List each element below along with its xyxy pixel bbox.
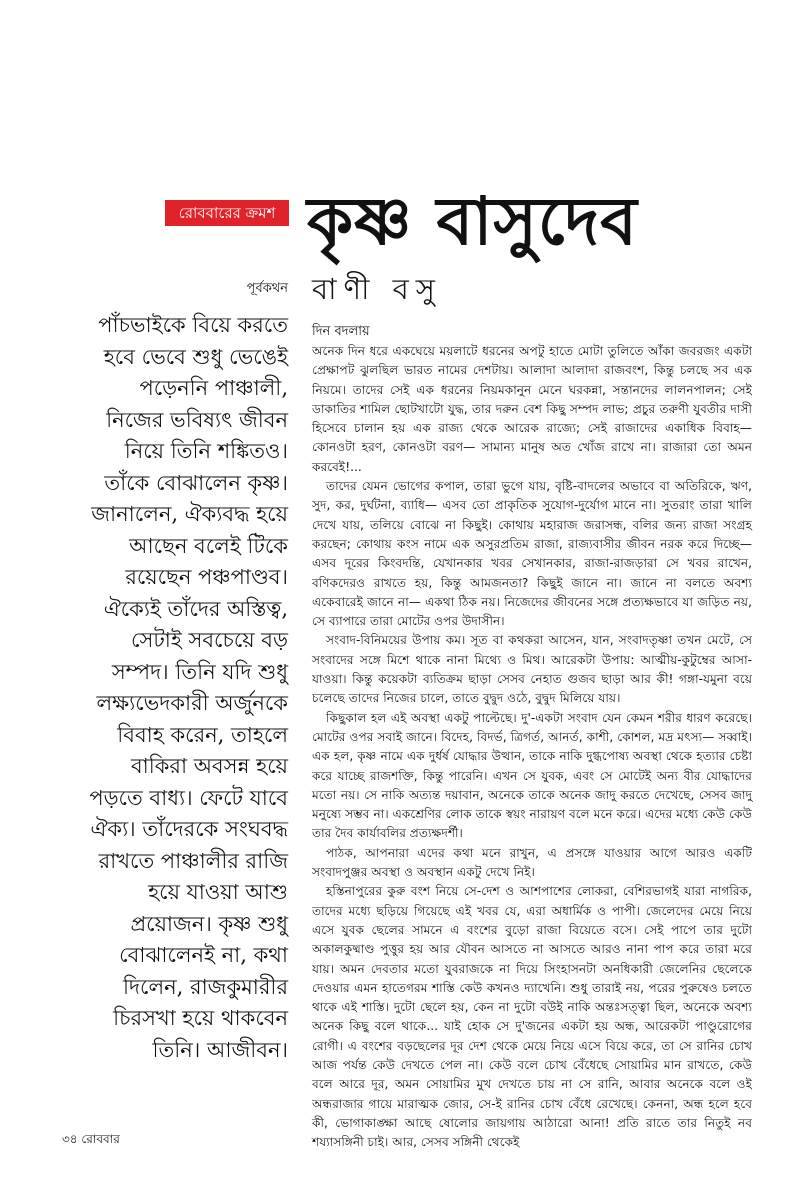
author-name: বাণী বসু xyxy=(312,272,442,306)
body-paragraph: পাঠক, আপনারা এদের কথা মনে রাখুন, এ প্রসঙ্গে যাওয়ার আগে আরও একটি সংবাদপুঞ্জর অবস্থা ও অবস্থান একটু দেখে নিই। xyxy=(312,845,752,880)
pullquote-line: রয়েছেন পঞ্চপাণ্ডব। xyxy=(125,565,288,589)
pullquote-line: বাকিরা অবসন্ন হয়ে xyxy=(130,754,288,778)
pullquote-line: পড়েননি পাঞ্চালী, xyxy=(139,376,288,400)
pullquote-line: বোঝালেনই না, কথা xyxy=(119,943,288,967)
pullquote-line: সম্পদ। তিনি যদি শুধু xyxy=(111,659,288,684)
pullquote-line: হয়ে যাওয়া আশু xyxy=(148,880,288,904)
pullquote-line: রাখতে পাঞ্চালীর রাজি xyxy=(98,848,288,873)
pullquote-line: প্রয়োজন। কৃষ্ণ শুধু xyxy=(130,911,288,936)
body-paragraph: সংবাদ-বিনিময়ের উপায় কম। সূত বা কথকরা আসেন, যান, সংবাদতৃষ্ণা তখন মেটে, সে সংবাদের সঙ্গে মিশে থাকে নানা মিথ্যে ও মিথ। আরেকটা উপায়: আত্মীয়-কুটুম্বের আসা-যাওয়া। কিন্তু কয়েকটা ব্যতিক্রম ছাড়া সেসব নেহাত গুজব ছাড়া আর কী! গঙ্গা-যমুনা বয়ে চলেছে তাদের নিজের চালে, তাতে বুদ্বুদ ওঠে, বুদ্বুদ মিলিয়ে যায়। xyxy=(312,633,752,706)
pullquote-line: তাঁকে বোঝালেন কৃষ্ণ। xyxy=(104,470,288,495)
pullquote-line: আছেন বলেই টিকে xyxy=(129,533,288,558)
body-paragraph: হস্তিনাপুরের কুরু বংশ নিয়ে সে-দেশ ও আশপাশের লোকরা, বেশিরভাগই যারা নাগরিক, তাদের মধ্যে ছড়িয়ে গিয়েছে এই খবর যে, এরা অধার্মিক ও পাপী। জেলেদের মেয়ে নিয়ে এসে যুবক ছেলের সামনে এ বংশের বুড়ো রাজা বিয়েতে বসে। সেই পাপে তার দুটো অকালকুষ্মাণ্ড পুত্তুর হয় আর যৌবন আসতে না আসতে আরও নানা পাপ করে তারা মরে যায়। অমন দেবতার মতো যুবরাজকে না দিয়ে সিংহাসনটা অনধিকারী জেলেনির ছেলেকে দেওয়ার এমন হাতেগরম শাস্তি কেউ কখনও দ্যাখেনি। শুধু তারাই নয়, পরের পুরুষেও চলতে থাকে এই শাস্তি। দুটো ছেলে হয়, কেন না দুটো বউই নাকি অন্তঃসত্ত্বা ছিল, অনেকে অবশ্য অনেক কিছু বলে থাকে... যাই হোক সে দু'জনের একটা হয় অন্ধ, আরেকটা পাণ্ডুরোগের রোগী। এ বংশের বড়ছেলের দূর দেশ থেকে মেয়ে নিয়ে এসে বিয়ে করে, তা সে রানির চোখ আজ পর্যন্ত কেউ দেখতে পেল না। কেউ বলে চোখ বেঁধেছে সোয়ামির মান রাখতে, কেউ বলে আরে দূর, অমন সোয়ামির মুখ দেখতে চায় না সে রানি, আবার অনেকে বলে ওই অন্ধরাজার গায়ে মারাত্মক জোর, সে-ই রানির চোখ বেঁধে রেখেছে। কেননা, অন্ধ হলে হবে কী, ভোগাকাঙ্ক্ষা আছে ষোলোর জায়গায় আঠারো আনা! প্রতি রাতে তার নিতুই নব শয্যাসঙ্গিনী চাই। আর, সেসব সঙ্গিনী থেকেই xyxy=(312,884,752,1150)
pullquote-line: নিয়ে তিনি শঙ্কিতও। xyxy=(124,439,288,463)
pullquote-line: বিবাহ করেন, তাহলে xyxy=(117,722,288,747)
publication-name: রোববার xyxy=(81,1132,120,1146)
series-badge: রোববারের ক্রমশ xyxy=(165,200,289,226)
pullquote-line: সেটাই সবচেয়ে বড় xyxy=(130,628,288,652)
article-title: কৃষ্ণ বাসুদেব xyxy=(307,182,638,260)
page-number: ৩৪ xyxy=(62,1132,78,1146)
pullquote-line: পাঁচভাইকে বিয়ে করতে xyxy=(98,313,288,337)
body-paragraph: অনেক দিন ধরে একঘেয়ে ময়লাটে ধরনের অপটু হাতে মোটা তুলিতে আঁকা জবরজং একটা প্রেক্ষাপট ঝুলছিল ভারত নামের দেশটায়। আলাদা আলাদা রাজবংশ, কিন্তু চলছে সব এক নিয়মে। তাদের সেই এক ধরনের নিয়মকানুন মেনে ঘরকন্না, সন্তানদের লালনপালন; সেই ডাকাতির শামিল ছোটখাটো যুদ্ধ, তার দরুন বেশ কিছু সম্পদ লাভ; প্রচুর তরুণী যুবতীর দাসী হিসেবে চালান হয় এক রাজ্য থেকে আরেক রাজ্যে; সেই রাজাদের একাধিক বিবাহ— কোনওটা হরণ, কোনওটা বরণ— সামান্য মানুষ অত খোঁজ রাখে না। রাজারা তো অমন করবেই!... xyxy=(312,344,752,474)
pullquote-line: হবে ভেবে শুধু ভেঙেই xyxy=(103,344,288,369)
pullquote-line: পড়তে বাধ্য। ফেটে যাবে xyxy=(89,785,288,810)
pullquote-line: লক্ষ্যভেদকারী অর্জুনকে xyxy=(96,691,288,715)
preface-label: পূর্বকথন xyxy=(246,281,288,296)
pullquote xyxy=(62,310,288,1066)
pullquote-line: নিজের ভবিষ্যৎ জীবন xyxy=(106,407,288,432)
body-paragraph: তাদের যেমন ভোগের কপাল, তারা ভুগে যায়, বৃষ্টি-বাদলের অভাবে বা অতিরিকে, ঋণ, সুদ, কর, দুর্ঘটনা, ব্যাধি— এসব তো প্রাকৃতিক সুযোগ-দুর্যোগ মানে না। সুতরাং তারা খালি দেখে যায়, তলিয়ে বোঝে না কিছুই। কোথায় মহারাজ জরাসন্ধ, বলির জন্য রাজা সংগ্রহ করছেন; কোথায় কংস নামে এক অসুরপ্রতিম রাজা, রাজ্যবাসীর জীবন নরক করে দিচ্ছে— এসব দূরের কিংবদন্তি, যেখানকার খবর সেখানকার, রাজা-রাজড়ারা সে খবর রাখেন, বণিকদেরও রাখতে হয়, কিন্তু আমজনতা? কিছুই জানে না। জানে না বলতে অবশ্য একেবারেই জানে না— একথা ঠিক নয়। নিজেদের জীবনের সঙ্গে প্রত্যক্ষভাবে যা জড়িত নয়, সে ব্যাপারে তারা মোটের ওপর উদাসীন। xyxy=(312,479,752,629)
pullquote-line: দিলেন, রাজকুমারীর xyxy=(123,974,288,999)
pullquote-line: ঐক্যেই তাঁদের অস্তিত্ব, xyxy=(103,596,288,621)
pullquote-line: চিরসখা হয়ে থাকবেন xyxy=(113,1006,288,1030)
article-body xyxy=(312,342,752,1152)
section-subhead: দিন বদলায় xyxy=(312,324,370,339)
pullquote-line: জানালেন, ঐক্যবদ্ধ হয়ে xyxy=(91,502,288,526)
pullquote-line: ঐক্য। তাঁদেরকে সংঘবদ্ধ xyxy=(90,817,288,841)
body-paragraph: কিছুকাল হল এই অবস্থা একটু পাল্টেছে। দু'-একটা সংবাদ যেন কেমন শরীর ধারণ করেছে। মোটের ওপর সবাই জানে। বিদেহ, বিদর্ভ, ত্রিগর্ত, আনর্ত, কাশী, কোশল, মদ্র মৎস্য— সব্বাই। এক হল, কৃষ্ণ নামে এক দুর্ধর্ষ যোদ্ধার উত্থান, তাকে নাকি দুগ্ধপোষ্য অবস্থা থেকে হত্যার চেষ্টা করে যাচ্ছে রাজশক্তি, কিন্তু পারেনি। এখন সে যুবক, এবং সে মোটেই অন্য বীর যোদ্ধাদের মতো নয়। সে নাকি অত্যন্ত দয়াবান, অনেকে তাকে অনেক জাদু করতে দেখেছে, সেসব জাদু মনুষ্যে সম্ভব না। একশ্রেণির লোক তাকে স্বয়ং নারায়ণ বলে মনে করে। এদের মধ্যে কেউ কেউ তার দৈব কার্যাবলির প্রত্যক্ষদর্শী। xyxy=(312,710,752,841)
pullquote-line: তিনি। আজীবন। xyxy=(152,1037,288,1062)
page-footer xyxy=(62,1131,120,1151)
